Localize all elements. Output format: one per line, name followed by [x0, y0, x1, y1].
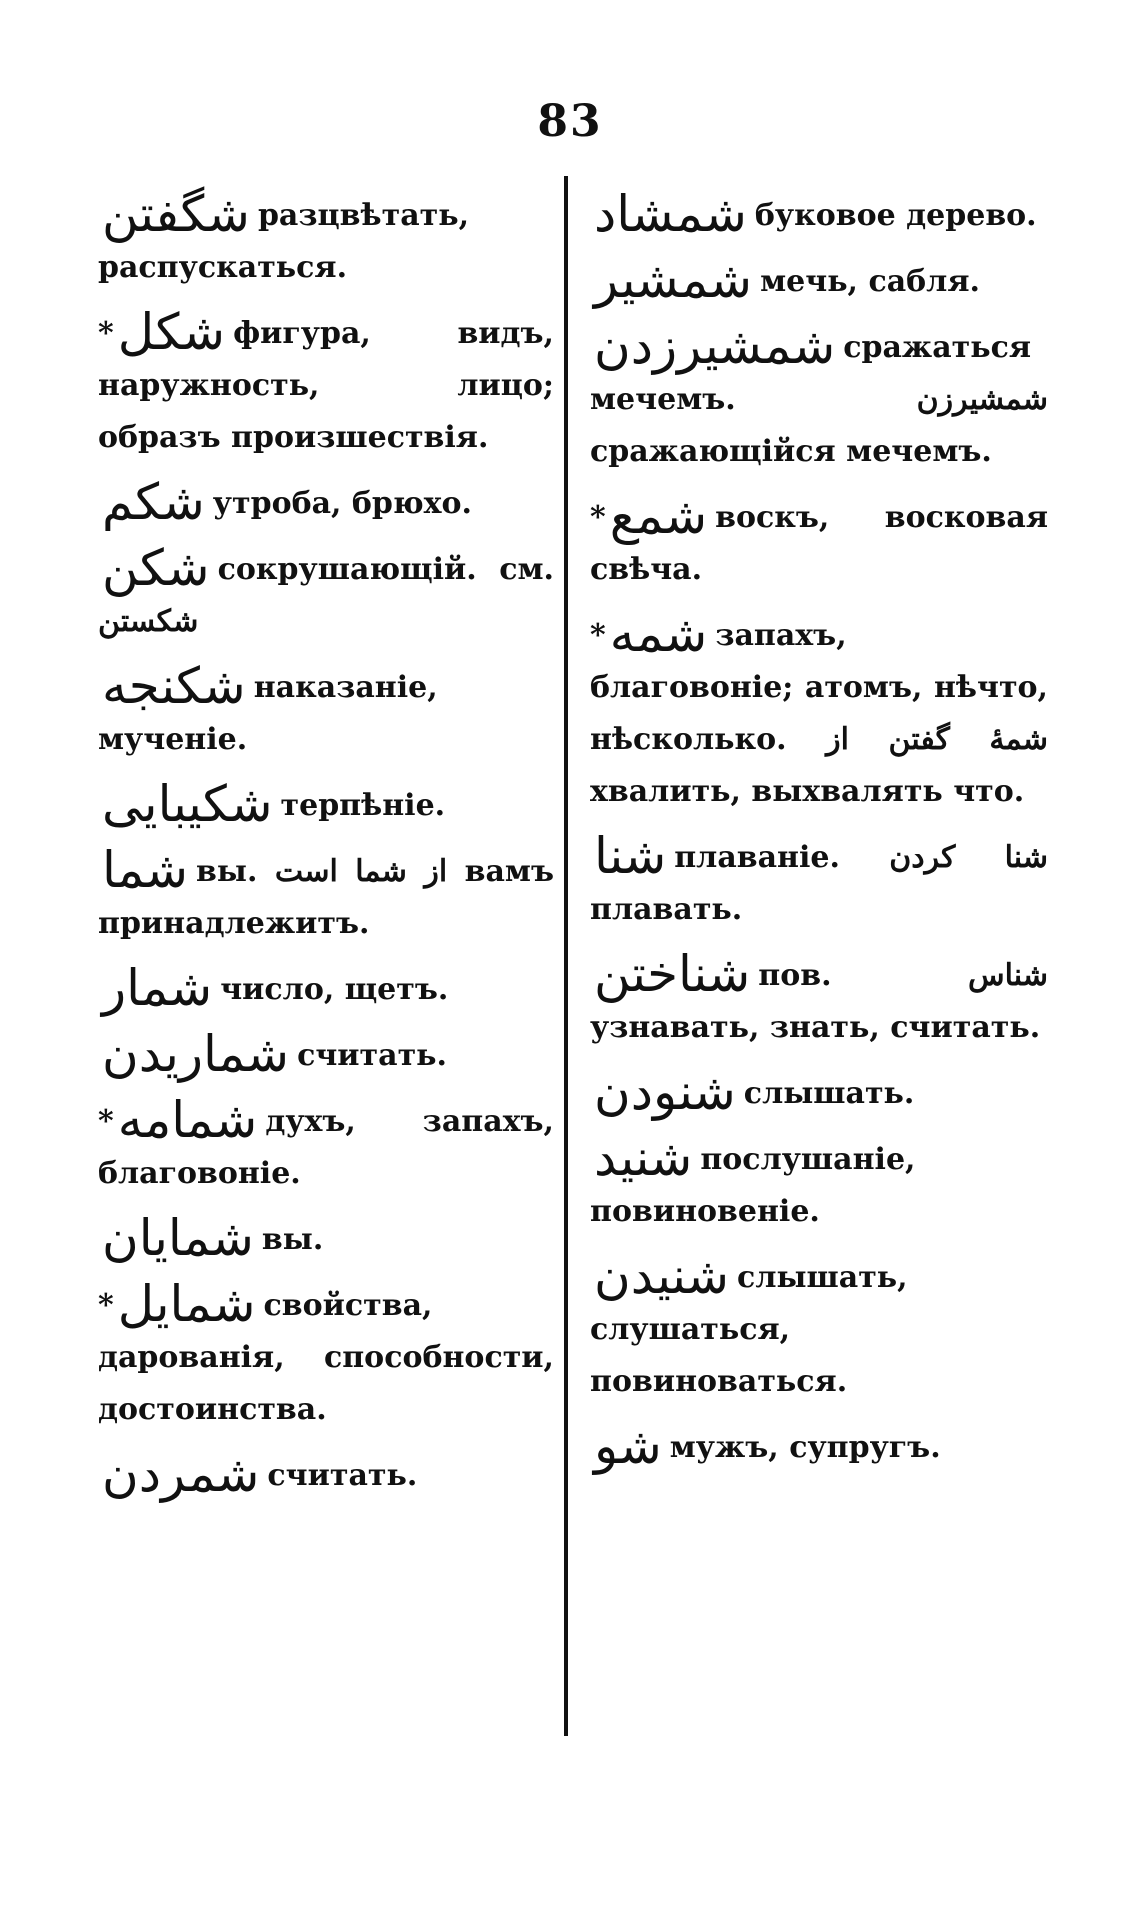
entry-definition: утроба, брюхо. [212, 486, 473, 521]
entry-definition: слышать. [743, 1076, 915, 1111]
dictionary-entry [98, 1275, 554, 1436]
persian-headword: شمردن [102, 1445, 260, 1503]
dictionary-entry [98, 185, 554, 294]
persian-headword: شگفتن [102, 185, 250, 243]
dictionary-entry [98, 1025, 554, 1083]
entry-definition: духъ, запахъ, благовоніе. [98, 1104, 554, 1191]
persian-headword: شکن [102, 539, 210, 597]
persian-headword: شکم [102, 473, 205, 531]
dictionary-entry [590, 251, 1048, 309]
persian-headword: شکل [117, 303, 226, 361]
entry-definition: число, щетъ. [220, 972, 449, 1007]
dictionary-entry [98, 473, 554, 531]
dictionary-entry [98, 959, 554, 1017]
entry-definition: вы. از شما است вамъ принадлежитъ. [98, 854, 554, 941]
dictionary-entry [98, 539, 554, 648]
entry-definition: считать. [297, 1038, 447, 1073]
entry-definition: терпѣніе. [280, 788, 446, 823]
entry-definition: пов. شناس узнавать, знать, считать. [590, 958, 1048, 1045]
column-divider [564, 176, 568, 1736]
entry-definition: считать. [267, 1458, 418, 1493]
entry-definition: слышать, слушаться, повиноваться. [590, 1260, 908, 1399]
entry-definition: послушаніе, повиновеніе. [590, 1142, 916, 1229]
dictionary-entry [590, 945, 1048, 1054]
dictionary-entry [590, 1247, 1048, 1408]
page-number: 83 [537, 96, 603, 147]
entry-definition: свойства, дарованія, способности, достоинства. [98, 1288, 554, 1427]
left-column [98, 185, 554, 1514]
entry-marker: * [590, 618, 606, 653]
entry-definition: наказаніе, мученіе. [98, 670, 438, 757]
persian-headword: شماریدن [102, 1025, 290, 1083]
persian-headword: شمایل [117, 1275, 256, 1333]
persian-headword: شنودن [594, 1063, 736, 1121]
persian-headword: شمع [609, 487, 708, 545]
persian-headword: شمه [609, 605, 708, 663]
dictionary-entry [98, 1091, 554, 1200]
entry-definition: буковое дерево. [754, 198, 1037, 233]
entry-definition: запахъ, благовоніе; атомъ, нѣчто, нѣсколько. شمهٔ گفتن از хвалить, выхвалять что. [590, 618, 1048, 809]
persian-headword: شنا [594, 827, 667, 885]
dictionary-entry [590, 487, 1048, 596]
dictionary-entry [590, 1129, 1048, 1238]
dictionary-entry [98, 657, 554, 766]
dictionary-entry [590, 317, 1048, 478]
entry-marker: * [98, 316, 114, 351]
persian-headword: شمشیر [594, 251, 753, 309]
entry-definition: плаваніе. شنا کردن плавать. [590, 840, 1048, 927]
entry-definition: вы. [261, 1222, 324, 1257]
dictionary-entry [98, 303, 554, 464]
entry-marker: * [98, 1288, 114, 1323]
persian-headword: شکنجه [102, 657, 246, 715]
entry-marker: * [98, 1104, 114, 1139]
dictionary-entry [590, 1417, 1048, 1475]
persian-headword: شمایان [102, 1209, 254, 1267]
entry-definition: разцвѣтать, распускаться. [98, 198, 470, 285]
right-column [590, 185, 1048, 1486]
dictionary-entry [98, 1209, 554, 1267]
persian-headword: شو [594, 1417, 662, 1475]
dictionary-entry [590, 605, 1048, 818]
dictionary-entry [98, 1445, 554, 1503]
persian-headword: شمار [102, 959, 213, 1017]
persian-headword: شنید [594, 1129, 693, 1187]
entry-definition: сокрушающій. см. شکستن [98, 552, 554, 639]
persian-headword: شمامه [117, 1091, 258, 1149]
entry-definition: воскъ, восковая свѣча. [590, 500, 1048, 587]
entry-definition: мужъ, супругъ. [669, 1430, 941, 1465]
persian-headword: شناختن [594, 945, 751, 1003]
entry-definition: сражаться мечемъ. شمشیرزن сражающійся мечемъ. [590, 330, 1048, 469]
entry-definition: мечь, сабля. [760, 264, 980, 299]
dictionary-entry [98, 775, 554, 833]
entry-definition: фигура, видъ, наружность, лицо; образъ произшествія. [98, 316, 554, 455]
entry-marker: * [590, 500, 606, 535]
persian-headword: شکیبایی [102, 775, 273, 833]
persian-headword: شمشیرزدن [594, 317, 836, 375]
dictionary-entry [590, 1063, 1048, 1121]
dictionary-entry [590, 185, 1048, 243]
persian-headword: شما [102, 841, 189, 899]
dictionary-entry [98, 841, 554, 950]
persian-headword: شمشاد [594, 185, 747, 243]
dictionary-entry [590, 827, 1048, 936]
persian-headword: شنیدن [594, 1247, 730, 1305]
